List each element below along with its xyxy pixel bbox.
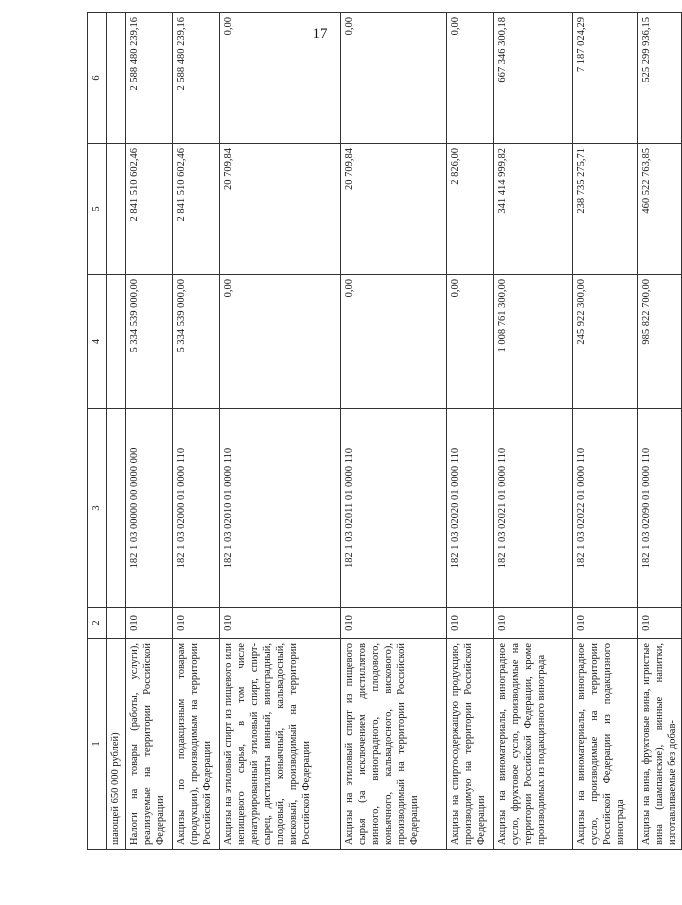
row-code: 010 [638, 608, 682, 639]
row-code: 010 [447, 608, 494, 639]
row-value-6: 0,00 [220, 13, 341, 144]
table-row [341, 13, 447, 850]
row-value-4: 0,00 [447, 275, 494, 409]
row-value-5: 2 826,00 [447, 144, 494, 275]
row-value-5: 341 414 999,82 [494, 144, 573, 275]
row-kbk: 182 1 03 02022 01 0000 110 [573, 409, 638, 608]
row-value-6: 525 299 936,15 [638, 13, 682, 144]
row-value-4: 5 334 539 000,00 [126, 275, 173, 409]
excise-table [87, 12, 682, 850]
table-row [573, 13, 638, 850]
row-value-4: 0,00 [220, 275, 341, 409]
row-value-5: 460 522 763,85 [638, 144, 682, 275]
row-value-4: 1 008 761 300,00 [494, 275, 573, 409]
row-value-5: 20 709,84 [220, 144, 341, 275]
row-value-6: 667 346 300,18 [494, 13, 573, 144]
header-col-1: 1 [88, 639, 107, 850]
row-name: Акцизы по подакцизным товарам (продукции), производимым на территории Российской Федерации [173, 639, 220, 850]
row-name: Акцизы на этиловый спирт из пищевого или непищевого сырья, в том числе денатурированный этиловый спирт, спирт-сырец, дистилляты винный, виноградный, плодовый, коньячный, кальвадосный, висковый, производимый на территории Российской Федерации [220, 639, 341, 850]
table-row [126, 13, 173, 850]
row-name: Налоги на товары (работы, услуги), реализуемые на территории Российской Федерации [126, 639, 173, 850]
row-name: Акцизы на этиловый спирт из пищевого сырья (за исключением дистиллятов винного, виноградного, плодового, коньячного, кальвадосного, вискового), производимый на территории Российской Федерации [341, 639, 447, 850]
row-value-4 [107, 275, 126, 409]
rotated-table-container [87, 17, 678, 850]
row-value-6: 2 588 480 239,16 [126, 13, 173, 144]
row-value-5: 2 841 510 602,46 [173, 144, 220, 275]
row-value-6: 7 187 024,29 [573, 13, 638, 144]
row-value-6: 0,00 [341, 13, 447, 144]
table-row [638, 13, 682, 850]
header-col-6: 6 [88, 13, 107, 144]
row-kbk: 182 1 03 02021 01 0000 110 [494, 409, 573, 608]
row-value-6: 0,00 [447, 13, 494, 144]
row-code: 010 [341, 608, 447, 639]
table-row [494, 13, 573, 850]
header-col-4: 4 [88, 275, 107, 409]
table-row [173, 13, 220, 850]
table-wrapper [87, 17, 678, 850]
row-value-4: 985 822 700,00 [638, 275, 682, 409]
row-kbk: 182 1 03 02020 01 0000 110 [447, 409, 494, 608]
row-value-6: 2 588 480 239,16 [173, 13, 220, 144]
table-row [447, 13, 494, 850]
row-kbk: 182 1 03 02000 01 0000 110 [173, 409, 220, 608]
row-value-5: 20 709,84 [341, 144, 447, 275]
header-col-3: 3 [88, 409, 107, 608]
row-value-5: 2 841 510 602,46 [126, 144, 173, 275]
row-code: 010 [126, 608, 173, 639]
table-row [107, 13, 126, 850]
row-code: 010 [173, 608, 220, 639]
row-kbk [107, 409, 126, 608]
row-value-4: 245 922 300,00 [573, 275, 638, 409]
row-code: 010 [494, 608, 573, 639]
row-kbk: 182 1 03 02090 01 0000 110 [638, 409, 682, 608]
row-kbk: 182 1 03 00000 00 0000 000 [126, 409, 173, 608]
row-code [107, 608, 126, 639]
row-name: шающей 650 000 рублей) [107, 639, 126, 850]
row-value-4: 0,00 [341, 275, 447, 409]
row-value-5: 238 735 275,71 [573, 144, 638, 275]
row-name: Акцизы на вина, фруктовые вина, игристые вина (шампанские), винные напитки, изготавливаемые без добав- [638, 639, 682, 850]
header-row [88, 13, 107, 850]
row-kbk: 182 1 03 02010 01 0000 110 [220, 409, 341, 608]
row-kbk: 182 1 03 02011 01 0000 110 [341, 409, 447, 608]
header-col-5: 5 [88, 144, 107, 275]
row-value-6 [107, 13, 126, 144]
row-name: Акцизы на виноматериалы, виноградное сусло, производимые на территории Российской Федерации из подакцизного винограда [573, 639, 638, 850]
table-row [220, 13, 341, 850]
row-value-5 [107, 144, 126, 275]
page-number: 17 [312, 26, 328, 42]
row-name: Акцизы на спиртосодержащую продукцию, производимую на территории Российской Федерации [447, 639, 494, 850]
row-code: 010 [220, 608, 341, 639]
row-value-4: 5 334 539 000,00 [173, 275, 220, 409]
row-code: 010 [573, 608, 638, 639]
row-name: Акцизы на виноматериалы, виноградное сусло, фруктовое сусло, производимые на территории Российской Федерации, кроме производимых из подакцизного винограда [494, 639, 573, 850]
header-col-2: 2 [88, 608, 107, 639]
